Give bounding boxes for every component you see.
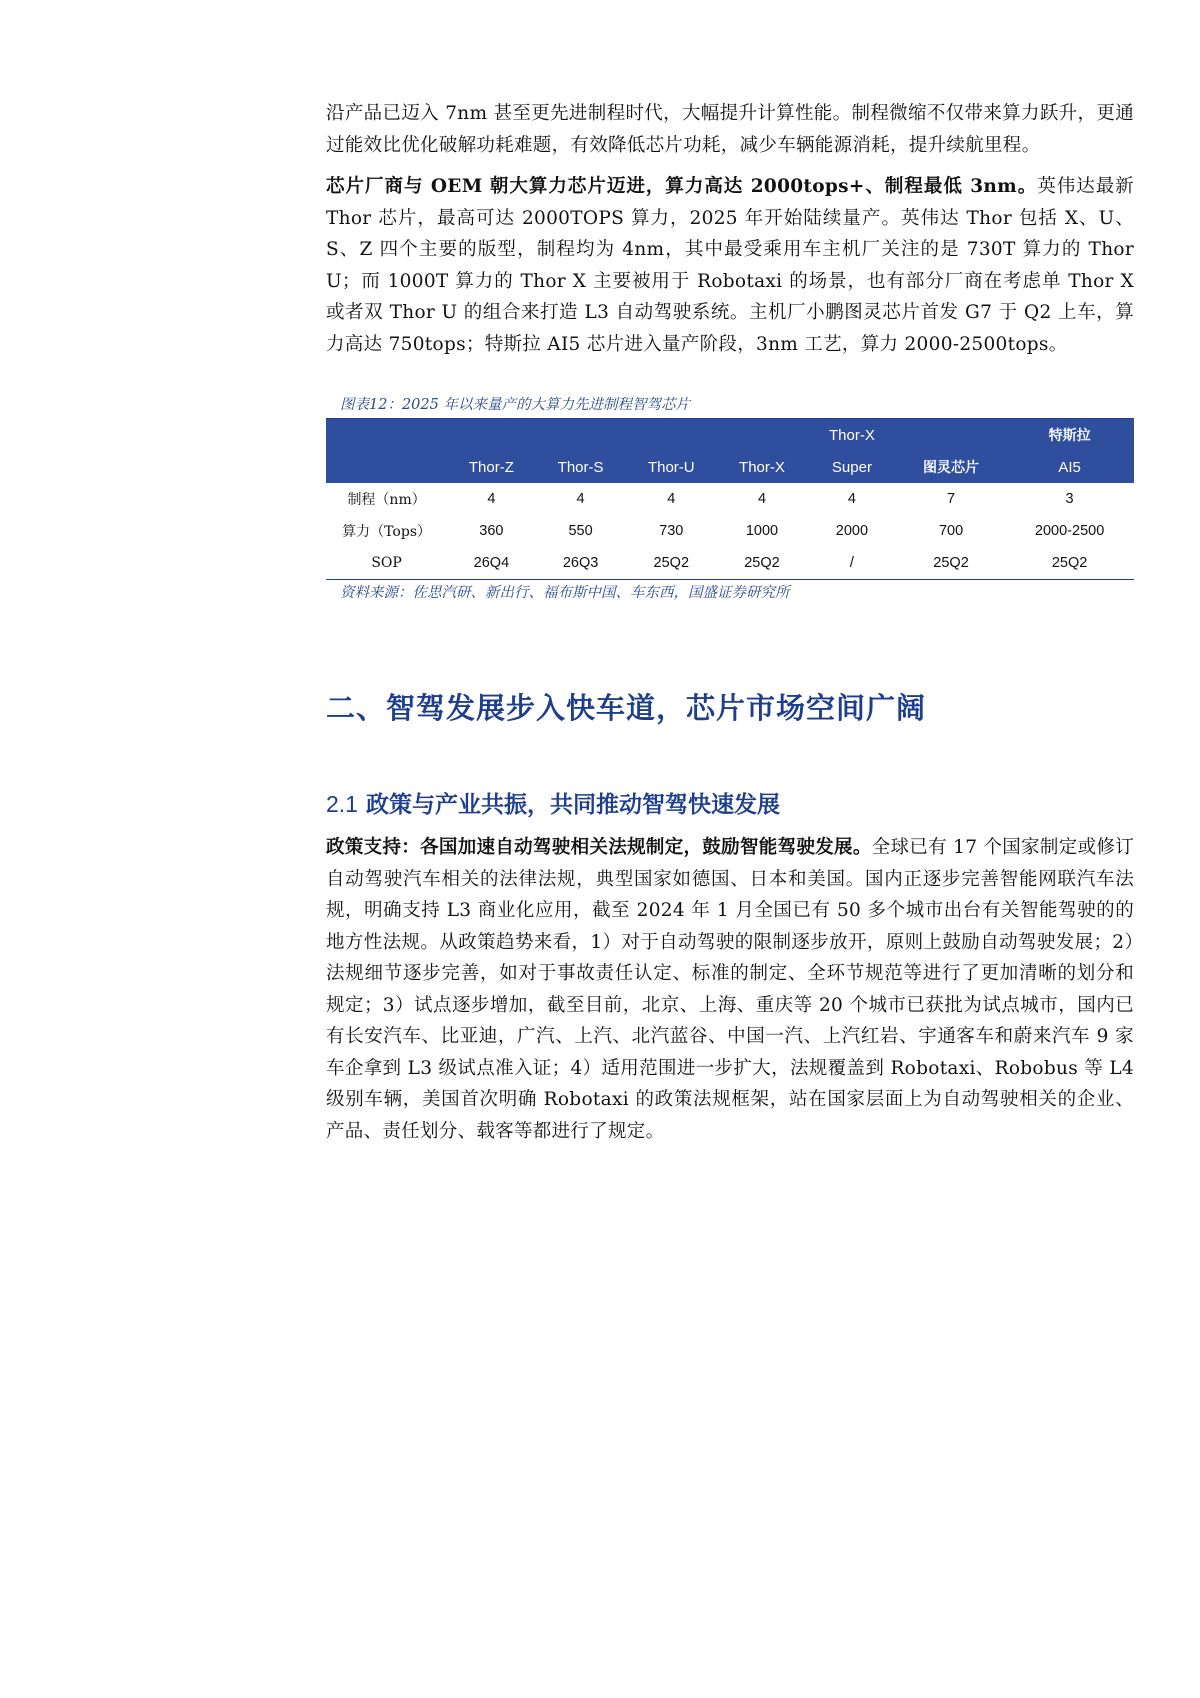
table-row	[326, 515, 1134, 547]
table-cell: 4	[757, 491, 767, 507]
table-header-cell	[326, 419, 447, 452]
table-header-cell: Thor-X	[829, 426, 875, 444]
table-cell: 2000-2500	[1034, 523, 1105, 539]
paragraph-text: 英伟达最新 Thor 芯片，最高可达 2000TOPS 算力，2025 年开始陆续量产。英伟达 Thor 包括 X、U、S、Z 四个主要的版型，制程均为 4nm，其中最受乘用车主机厂关注的是 730T 算力的 Thor U；而 1000T 算力的 Thor X 主要被用于 Robotaxi 的场景，也有部分厂商在考虑单 Thor X 或者双 Thor U 的组合来打造 L3 自动驾驶系统。主机厂小鹏图灵芯片首发 G7 于 Q2 上车，算力高达 750tops；特斯拉 AI5 芯片进入量产阶段，3nm 工艺，算力 2000-2500tops。	[326, 176, 1134, 355]
table-cell: 26Q3	[562, 555, 599, 571]
paragraph-chip-vendors	[326, 171, 1134, 360]
table-cell: /	[849, 555, 854, 571]
subsection-number: 2.1	[326, 791, 358, 817]
table-header-row-top	[326, 419, 1134, 452]
chip-comparison-table	[326, 418, 1134, 580]
paragraph-process-node	[326, 98, 1134, 161]
table-header-cell	[897, 419, 1005, 452]
table-header-cell: Thor-S	[557, 458, 604, 476]
table-row	[326, 547, 1134, 580]
paragraph-text: 全球已有 17 个国家制定或修订自动驾驶汽车相关的法律法规，典型国家如德国、日本和美国。国内正逐步完善智能网联汽车法规，明确支持 L3 商业化应用，截至 2024 年 1 月全国已有 50 多个城市出台有关智能驾驶的的地方性法规。从政策趋势来看，1）对于自动驾驶的限制逐步放开，原则上鼓励自动驾驶发展；2）法规细节逐步完善，如对于事故责任认定、标准的制定、全环节规范等进行了更加清晰的划分和规定；3）试点逐步增加，截至目前，北京、上海、重庆等 20 个城市已获批为试点城市，国内已有长安汽车、比亚迪，广汽、上汽、北汽蓝谷、中国一汽、上汽红岩、宇通客车和蔚来汽车 9 家车企拿到 L3 级试点准入证；4）适用范围进一步扩大，法规覆盖到 Robotaxi、Robobus 等 L4 级别车辆，美国首次明确 Robotaxi 的政策法规框架，站在国家层面上为自动驾驶相关的企业、产品、责任划分、载客等都进行了规定。	[326, 837, 1135, 1142]
document-body	[326, 98, 1134, 1157]
table-cell: 1000	[745, 523, 779, 539]
table-cell: 360	[479, 523, 504, 539]
figure-caption: 图表12：2025 年以来量产的大算力先进制程智驾芯片	[340, 397, 690, 413]
table-row-label: 制程（nm）	[347, 492, 426, 508]
table-header-cell	[447, 419, 535, 452]
table-cell: 4	[487, 491, 496, 507]
table-cell: 730	[659, 523, 684, 539]
table-cell: 25Q2	[653, 555, 690, 571]
table-header-cell: AI5	[1058, 458, 1081, 476]
table-cell: 3	[1065, 491, 1074, 507]
paragraph-policy	[326, 832, 1134, 1147]
table-row	[326, 483, 1134, 515]
table-cell: 2000	[835, 523, 869, 539]
table-header-cell	[536, 419, 626, 452]
table-cell: 25Q2	[933, 555, 969, 571]
table-header-cell	[717, 419, 807, 452]
paragraph-text: 沿产品已迈入 7nm 甚至更先进制程时代，大幅提升计算性能。制程微缩不仅带来算力跃升，更通过能效比优化破解功耗难题，有效降低芯片功耗，减少车辆能源消耗，提升续航里程。	[326, 103, 1134, 156]
table-cell: 25Q2	[744, 555, 780, 571]
table-header-cell: Thor-U	[647, 458, 695, 476]
figure-source: 资料来源：佐思汽研、新出行、福布斯中国、车东西，国盛证券研究所	[340, 585, 790, 601]
table-row-label: 算力（Tops）	[342, 524, 431, 540]
table-header-cell: 特斯拉	[1048, 428, 1091, 444]
table-cell: 25Q2	[1051, 555, 1088, 571]
table-header-cell: Super	[831, 458, 872, 476]
table-header-cell: Thor-Z	[468, 458, 514, 476]
paragraph-lead: 芯片厂商与 OEM 朝大算力芯片迈进，算力高达 2000tops+、制程最低 3nm。	[326, 176, 1038, 197]
table-cell: 7	[947, 491, 956, 507]
table-cell: 4	[576, 491, 585, 507]
table-header-cell: 图灵芯片	[923, 460, 980, 476]
table-cell: 700	[938, 523, 964, 539]
table-row-label: SOP	[371, 555, 402, 571]
paragraph-lead: 政策支持：各国加速自动驾驶相关法规制定，鼓励智能驾驶发展。	[326, 837, 872, 858]
table-cell: 26Q4	[473, 555, 510, 571]
table-header-row-bottom	[326, 451, 1134, 483]
table-cell: 4	[667, 491, 676, 507]
subsection-heading	[326, 786, 1134, 822]
table-cell: 4	[847, 491, 856, 507]
table-cell: 550	[568, 523, 593, 539]
table-header-cell	[626, 419, 717, 452]
table-header-cell: Thor-X	[739, 458, 785, 476]
table-header-cell	[326, 451, 447, 483]
section-heading: 二、智驾发展步入快车道，芯片市场空间广阔	[326, 691, 927, 725]
subsection-title: 政策与产业共振，共同推动智驾快速发展	[366, 791, 780, 818]
